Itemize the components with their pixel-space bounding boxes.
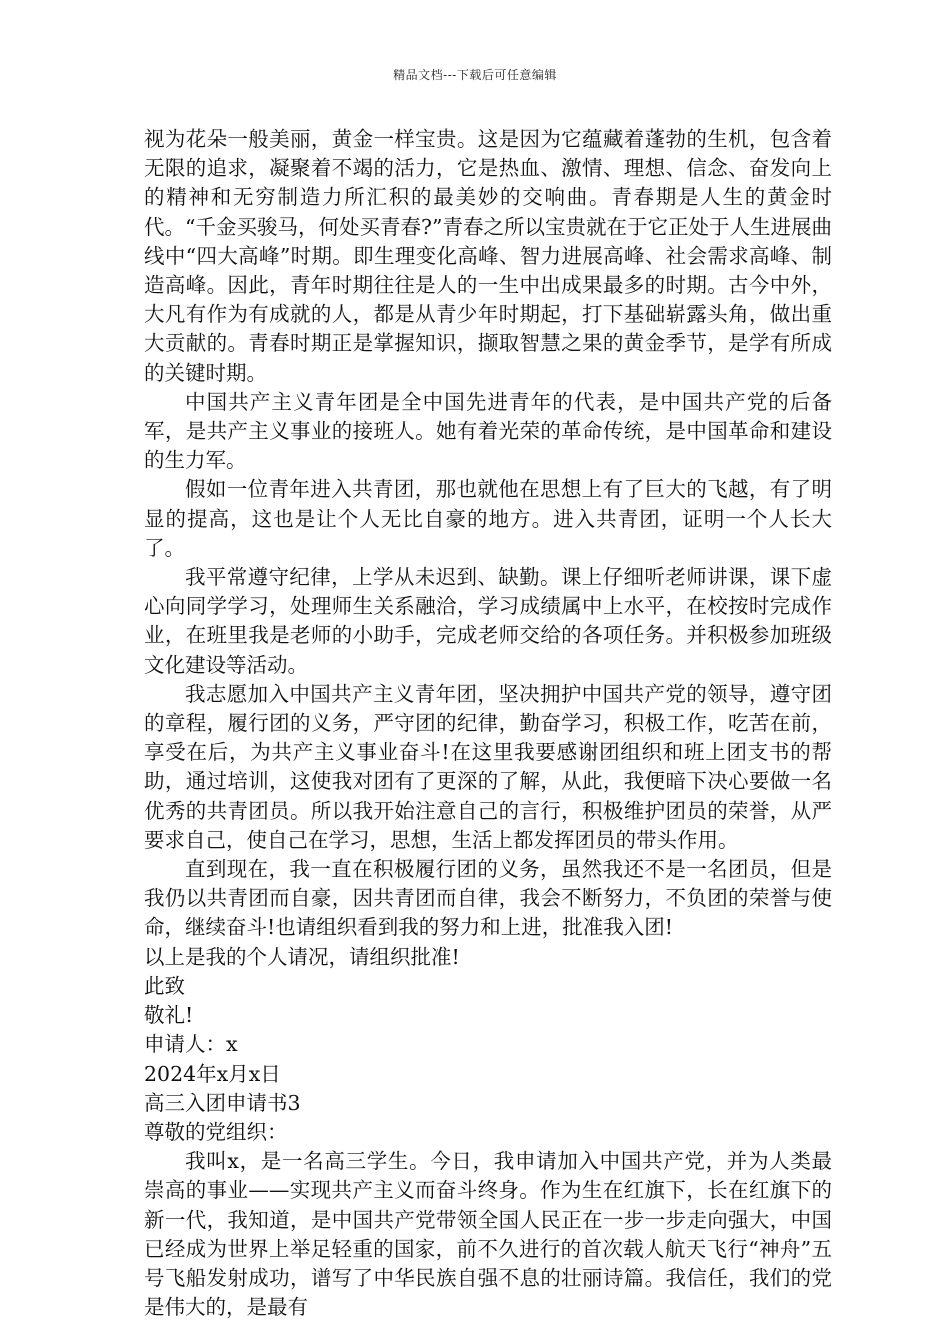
paragraph-party-application: 我叫x，是一名高三学生。今日，我申请加入中国共产党，并为人类最崇高的事业——实现共产主义而奋斗终身。作为生在红旗下，长在红旗下的新一代，我知道，是中国共产党带领全国人民正在一步一步走向强大，中国已经成为世界上举足轻重的国家，前不久进行的首次载人航天飞行“神舟”五号飞船发射成功，谱写了中华民族自强不息的壮丽诗篇。我信任，我们的党是伟大的，是最有 xyxy=(144,1149,832,1320)
section-title: 高三入团申请书3 xyxy=(144,1090,301,1115)
applicant-line: 申请人：x xyxy=(144,1032,238,1057)
greeting-line: 尊敬的党组织： xyxy=(144,1119,288,1144)
page-header: 精品文档---下载后可任意编辑 xyxy=(393,68,557,82)
document-body xyxy=(144,125,832,1322)
paragraph-joining: 假如一位青年进入共青团，那也就他在思想上有了巨大的飞越，有了明显的提高，这也是让个人无比自豪的地方。进入共青团，证明一个人长大了。 xyxy=(144,477,832,560)
paragraph-conduct: 我平常遵守纪律，上学从未迟到、缺勤。课上仔细听老师讲课，课下虚心向同学学习，处理师生关系融洽，学习成绩属中上水平，在校按时完成作业，在班里我是老师的小助手，完成老师交给的各项任务。并积极参加班级文化建设等活动。 xyxy=(144,565,832,677)
closing-regards: 敬礼! xyxy=(144,1003,194,1028)
paragraph-volunteer: 我志愿加入中国共产主义青年团，坚决拥护中国共产党的领导，遵守团的章程，履行团的义务，严守团的纪律，勤奋学习，积极工作，吃苦在前，享受在后，为共产主义事业奋斗!在这里我要感谢团组织和班上团支书的帮助，通过培训，这使我对团有了更深的了解，从此，我便暗下决心要做一名优秀的共青团员。所以我开始注意自己的言行，积极维护团员的荣誉，从严要求自己，使自己在学习，思想，生活上都发挥团员的带头作用。 xyxy=(144,681,832,852)
paragraph-league-intro: 中国共产主义青年团是全中国先进青年的代表，是中国共产党的后备军，是共产主义事业的接班人。她有着光荣的革命传统，是中国革命和建设的生力军。 xyxy=(144,389,832,473)
closing-request: 以上是我的个人请况，请组织批准! xyxy=(144,944,460,969)
paragraph-youth: 视为花朵一般美丽，黄金一样宝贵。这是因为它蕴藏着蓬勃的生机，包含着无限的追求，凝聚着不竭的活力，它是热血、激情、理想、信念、奋发向上的精神和无穷制造力所汇积的最美妙的交响曲。青春期是人生的黄金时代。“千金买骏马，何处买青春?”青春之所以宝贵就在于它正处于人生进展曲线中“四大高峰”时期。即生理变化高峰、智力进展高峰、社会需求高峰、制造高峰。因此，青年时期往往是人的一生中出成果最多的时期。古今中外，大凡有作为有成就的人，都是从青少年时期起，打下基础崭露头角，做出重大贡献的。青春时期正是掌握知识，撷取智慧之果的黄金季节，是学有所成的关键时期。 xyxy=(144,127,832,385)
closing-salutation: 此致 xyxy=(144,973,185,998)
date-line: 2024年x月x日 xyxy=(144,1061,281,1086)
paragraph-commitment: 直到现在，我一直在积极履行团的义务，虽然我还不是一名团员，但是我仍以共青团而自豪，因共青团而自律，我会不断努力，不负团的荣誉与使命，继续奋斗!也请组织看到我的努力和上进，批准我入团! xyxy=(144,857,832,940)
